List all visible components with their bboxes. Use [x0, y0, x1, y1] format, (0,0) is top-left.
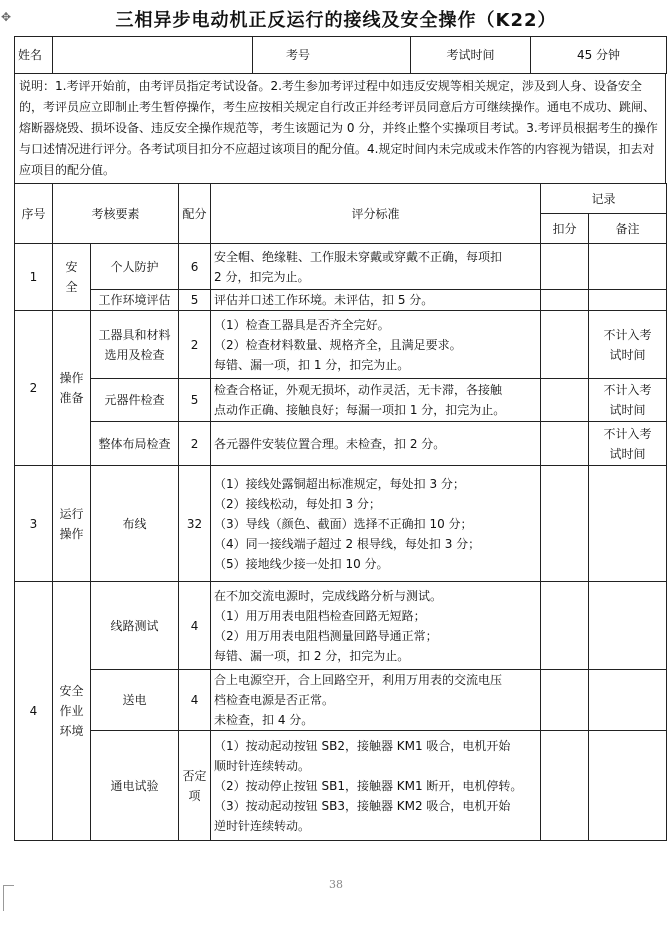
item-score: 4 [179, 582, 211, 670]
item-deduct-field[interactable] [541, 731, 589, 841]
criteria-line: 未检查，扣 4 分。 [214, 713, 314, 727]
section-seq: 3 [15, 466, 53, 582]
item-name: 通电试验 [91, 731, 179, 841]
criteria-line: （2）按动停止按钮 SB1，接触器 KM1 断开，电机停转。 [214, 778, 523, 793]
criteria-line: （3）按动起动按钮 SB3，接触器 KM2 吸合，电机开始 [214, 798, 511, 813]
instructions-table [14, 73, 666, 184]
item-deduct-field[interactable] [541, 290, 589, 311]
item-name: 元器件检查 [91, 379, 179, 422]
exam-no-label: 考号 [253, 37, 411, 74]
item-score: 5 [179, 379, 211, 422]
name-label: 姓名 [15, 37, 53, 74]
exam-time-value: 45 分钟 [531, 37, 667, 74]
criteria-line: （1）接线处露铜超出标准规定，每处扣 3 分； [214, 476, 465, 491]
col-element-header: 考核要素 [53, 184, 179, 244]
col-seq-header: 序号 [15, 184, 53, 244]
item-score: 2 [179, 422, 211, 466]
item-criteria [211, 670, 541, 731]
item-deduct-field[interactable] [541, 379, 589, 422]
col-record-header: 记录 [541, 184, 667, 214]
criteria-line: 检查合格证，外观无损坏，动作灵活，无卡滞，各接触 [214, 383, 503, 397]
section-category: 安全 作业 环境 [53, 582, 91, 841]
scoring-table [14, 183, 667, 841]
item-criteria [211, 311, 541, 379]
item-remark [589, 582, 667, 670]
instructions-text: 说明：1.考评开始前，由考评员指定考试设备。2.考生参加考评过程中如违反安规等相关规定，涉及到人身、设备安全的，考评员应立即制止考生暂停操作，考生应按相关规定自行改正并经考评员同意后方可继续操作。通电不成功、跳闸、熔断器烧毁、损坏设备、违反安全操作规范等，考生该题记为 0 分，并终止整个实操项目考试。3.考评员根据考生的操作与口述情况进行评分。各考试项目扣分不应超过该项目的配分值。4.规定时间内未完成或未作答的内容视为错误，扣去对应项目的配分值。 [15, 74, 666, 184]
item-name: 送电 [91, 670, 179, 731]
criteria-line: 各元器件安装位置合理。未检查，扣 2 分。 [214, 436, 446, 451]
criteria-line: 2 分，扣完为止。 [214, 269, 310, 284]
item-score: 2 [179, 311, 211, 379]
section-seq: 1 [15, 244, 53, 311]
criteria-line: （1）按动起动按钮 SB2，接触器 KM1 吸合，电机开始 [214, 738, 511, 753]
item-criteria [211, 582, 541, 670]
item-name: 个人防护 [91, 244, 179, 290]
item-criteria [211, 290, 541, 311]
item-score: 5 [179, 290, 211, 311]
criteria-line: 合上电源空开，合上回路空开，利用万用表的交流电压 [214, 673, 503, 687]
criteria-line: （2）接线松动，每处扣 3 分； [214, 496, 381, 511]
criteria-line: 在不加交流电源时，完成线路分析与测试。 [214, 588, 443, 603]
item-criteria [211, 379, 541, 422]
item-score: 32 [179, 466, 211, 582]
criteria-line: （4）同一接线端子超过 2 根导线，每处扣 3 分； [214, 536, 481, 551]
page-number: 38 [329, 878, 343, 891]
item-remark [589, 466, 667, 582]
criteria-line: 点动作正确、接触良好；每漏一项扣 1 分，扣完为止。 [214, 403, 506, 417]
scoring-table-body [15, 184, 667, 841]
item-deduct-field[interactable] [541, 244, 589, 290]
table-row [15, 244, 667, 290]
criteria-line: 逆时针连续转动。 [214, 818, 311, 833]
criteria-line: 安全帽、绝缘鞋、工作服未穿戴或穿戴不正确，每项扣 [214, 249, 503, 264]
item-score: 6 [179, 244, 211, 290]
criteria-line: 评估并口述工作环境。未评估，扣 5 分。 [214, 293, 434, 307]
item-name: 工器具和材料 选用及检查 [91, 311, 179, 379]
item-deduct-field[interactable] [541, 670, 589, 731]
criteria-line: 每错、漏一项，扣 2 分，扣完为止。 [214, 648, 410, 663]
header-table [14, 36, 667, 74]
assessment-table-frame [14, 36, 666, 841]
item-remark [589, 290, 667, 311]
criteria-line: 顺时针连续转动。 [214, 758, 311, 773]
item-name: 工作环境评估 [91, 290, 179, 311]
col-criteria-header: 评分标准 [211, 184, 541, 244]
page-corner-mark [3, 885, 14, 911]
criteria-line: 每错、漏一项，扣 1 分，扣完为止。 [214, 357, 410, 372]
section-seq: 2 [15, 311, 53, 466]
criteria-line: （2）用万用表电阻档测量回路导通正常； [214, 628, 438, 643]
item-score: 否定 项 [179, 731, 211, 841]
table-row [15, 582, 667, 670]
criteria-line: （1）检查工器具是否齐全完好。 [214, 317, 390, 332]
criteria-line: （2）检查材料数量、规格齐全，且满足要求。 [214, 337, 462, 352]
item-deduct-field[interactable] [541, 582, 589, 670]
table-row [15, 731, 667, 841]
item-remark [589, 731, 667, 841]
exam-time-label: 考试时间 [411, 37, 531, 74]
col-deduct-header: 扣分 [541, 214, 589, 244]
section-seq: 4 [15, 582, 53, 841]
criteria-line: （3）导线（颜色、截面）选择不正确扣 10 分； [214, 516, 473, 531]
table-row [15, 670, 667, 731]
criteria-line: 档检查电源是否正常。 [214, 693, 335, 707]
table-row [15, 422, 667, 466]
table-row [15, 311, 667, 379]
item-criteria [211, 466, 541, 582]
section-category: 操作 准备 [53, 311, 91, 466]
item-remark: 不计入考 试时间 [589, 422, 667, 466]
page-title: 三相异步电动机正反运行的接线及安全操作（K22） [115, 10, 557, 31]
item-deduct-field[interactable] [541, 422, 589, 466]
col-score-header: 配分 [179, 184, 211, 244]
table-row [15, 466, 667, 582]
item-criteria [211, 244, 541, 290]
item-criteria [211, 731, 541, 841]
table-row [15, 290, 667, 311]
table-row [15, 379, 667, 422]
item-remark [589, 670, 667, 731]
item-score: 4 [179, 670, 211, 731]
item-deduct-field[interactable] [541, 311, 589, 379]
item-name: 整体布局检查 [91, 422, 179, 466]
item-criteria [211, 422, 541, 466]
table-move-handle-icon[interactable]: ✥ [1, 10, 12, 24]
col-remark-header: 备注 [589, 214, 667, 244]
item-deduct-field[interactable] [541, 466, 589, 582]
item-remark: 不计入考 试时间 [589, 311, 667, 379]
item-name: 布线 [91, 466, 179, 582]
section-category: 安 全 [53, 244, 91, 311]
item-remark [589, 244, 667, 290]
item-name: 线路测试 [91, 582, 179, 670]
section-category: 运行 操作 [53, 466, 91, 582]
name-field[interactable] [53, 37, 253, 74]
item-remark: 不计入考 试时间 [589, 379, 667, 422]
criteria-line: （5）接地线少接一处扣 10 分。 [214, 556, 389, 571]
criteria-line: （1）用万用表电阻档检查回路无短路； [214, 608, 426, 623]
